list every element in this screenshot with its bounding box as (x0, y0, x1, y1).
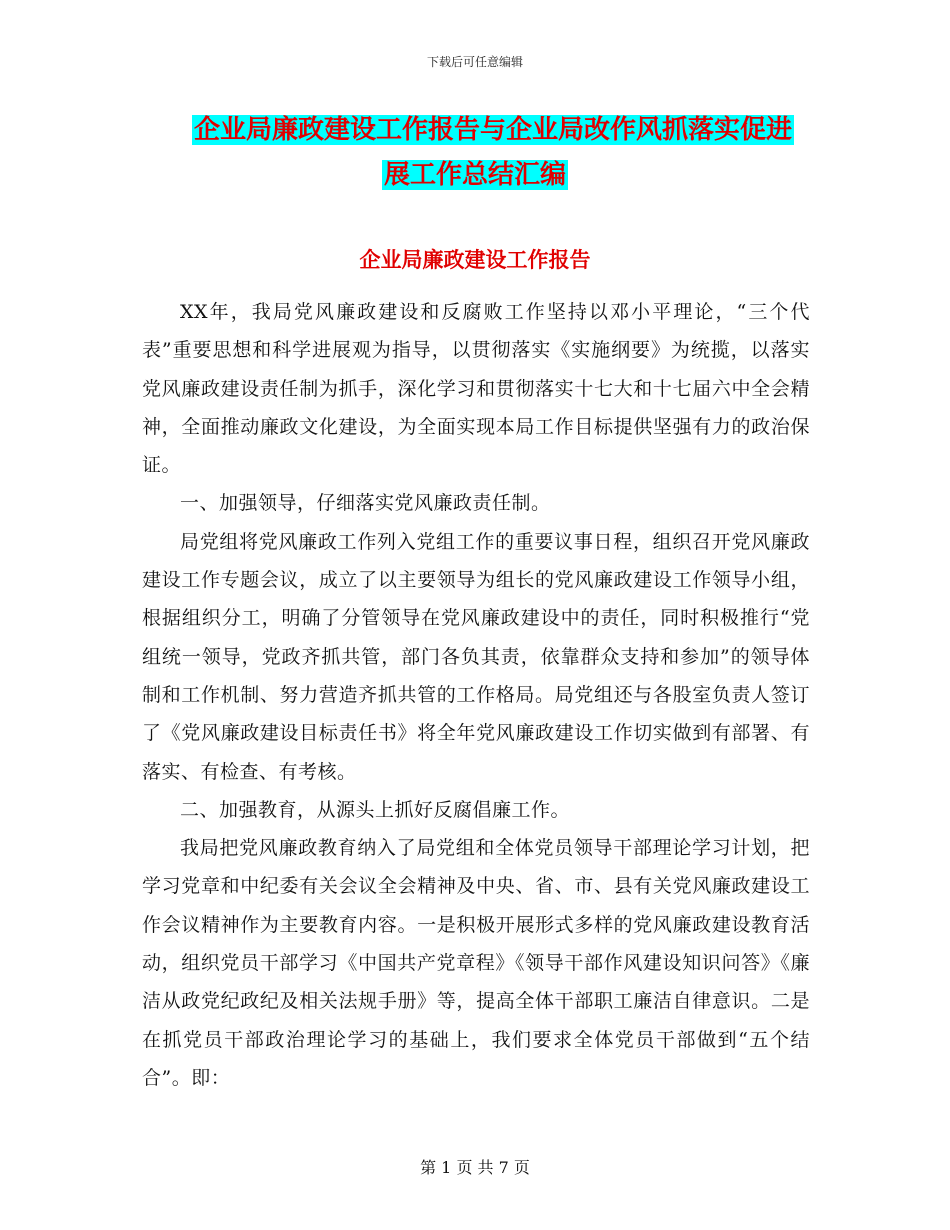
paragraph: 一、加强领导，仔细落实党风廉政责任制。 (180, 492, 551, 515)
title-highlight: 展工作总结汇编 (384, 160, 567, 190)
section-title: 企业局廉政建设工作报告 (359, 248, 591, 272)
document-title-line-2 (382, 153, 632, 197)
paragraph: 局党组将党风廉政工作列入党组工作的重要议事日程，组织召开党风廉政建设工作专题会议，成立了以主要领导为组长的党风廉政建设工作领导小组，根据组织分工，明确了分管领导在党风廉政建设中的责任，同时积极推行“党组统一领导，党政齐抓共管，部门各负其责，依靠群众支持和参加”的领导体制和工作机制、努力营造齐抓共管的工作格局。局党组还与各股室负责人签订了《党风廉政建设目标责任书》将全年党风廉政建设工作切实做到有部署、有落实、有检查、有考核。 (142, 530, 810, 783)
paragraph: 二、加强教育，从源头上抓好反腐倡廉工作。 (180, 798, 571, 821)
paragraph: XX年，我局党风廉政建设和反腐败工作坚持以邓小平理论，“三个代表”重要思想和科学进展观为指导，以贯彻落实《实施纲要》为统揽，以落实党风廉政建设责任制为抓手，深化学习和贯彻落实十七大和十七届六中全会精神，全面推动廉政文化建设，为全面实现本局工作目标提供坚强有力的政治保证。 (142, 301, 810, 477)
paragraph: 我局把党风廉政教育纳入了局党组和全体党员领导干部理论学习计划，把学习党章和中纪委有关会议全会精神及中央、省、市、县有关党风廉政建设工作会议精神作为主要教育内容。一是积极开展形式多样的党风廉政建设教育活动，组织党员干部学习《中国共产党章程》《领导干部作风建设知识问答》《廉洁从政党纪政纪及相关法规手册》等，提高全体干部职工廉洁自律意识。二是在抓党员干部政治理论学习的基础上，我们要求全体党员干部做到“五个结合”。即： (142, 837, 810, 1089)
header-note: 下载后可任意编辑 (426, 55, 523, 69)
document-title-line-1 (192, 108, 832, 152)
document-body (142, 293, 810, 1097)
page-footer: 第 1 页 共 7 页 (420, 1158, 530, 1177)
title-highlight: 企业局廉政建设工作报告与企业局改作风抓落实促进 (194, 115, 793, 145)
